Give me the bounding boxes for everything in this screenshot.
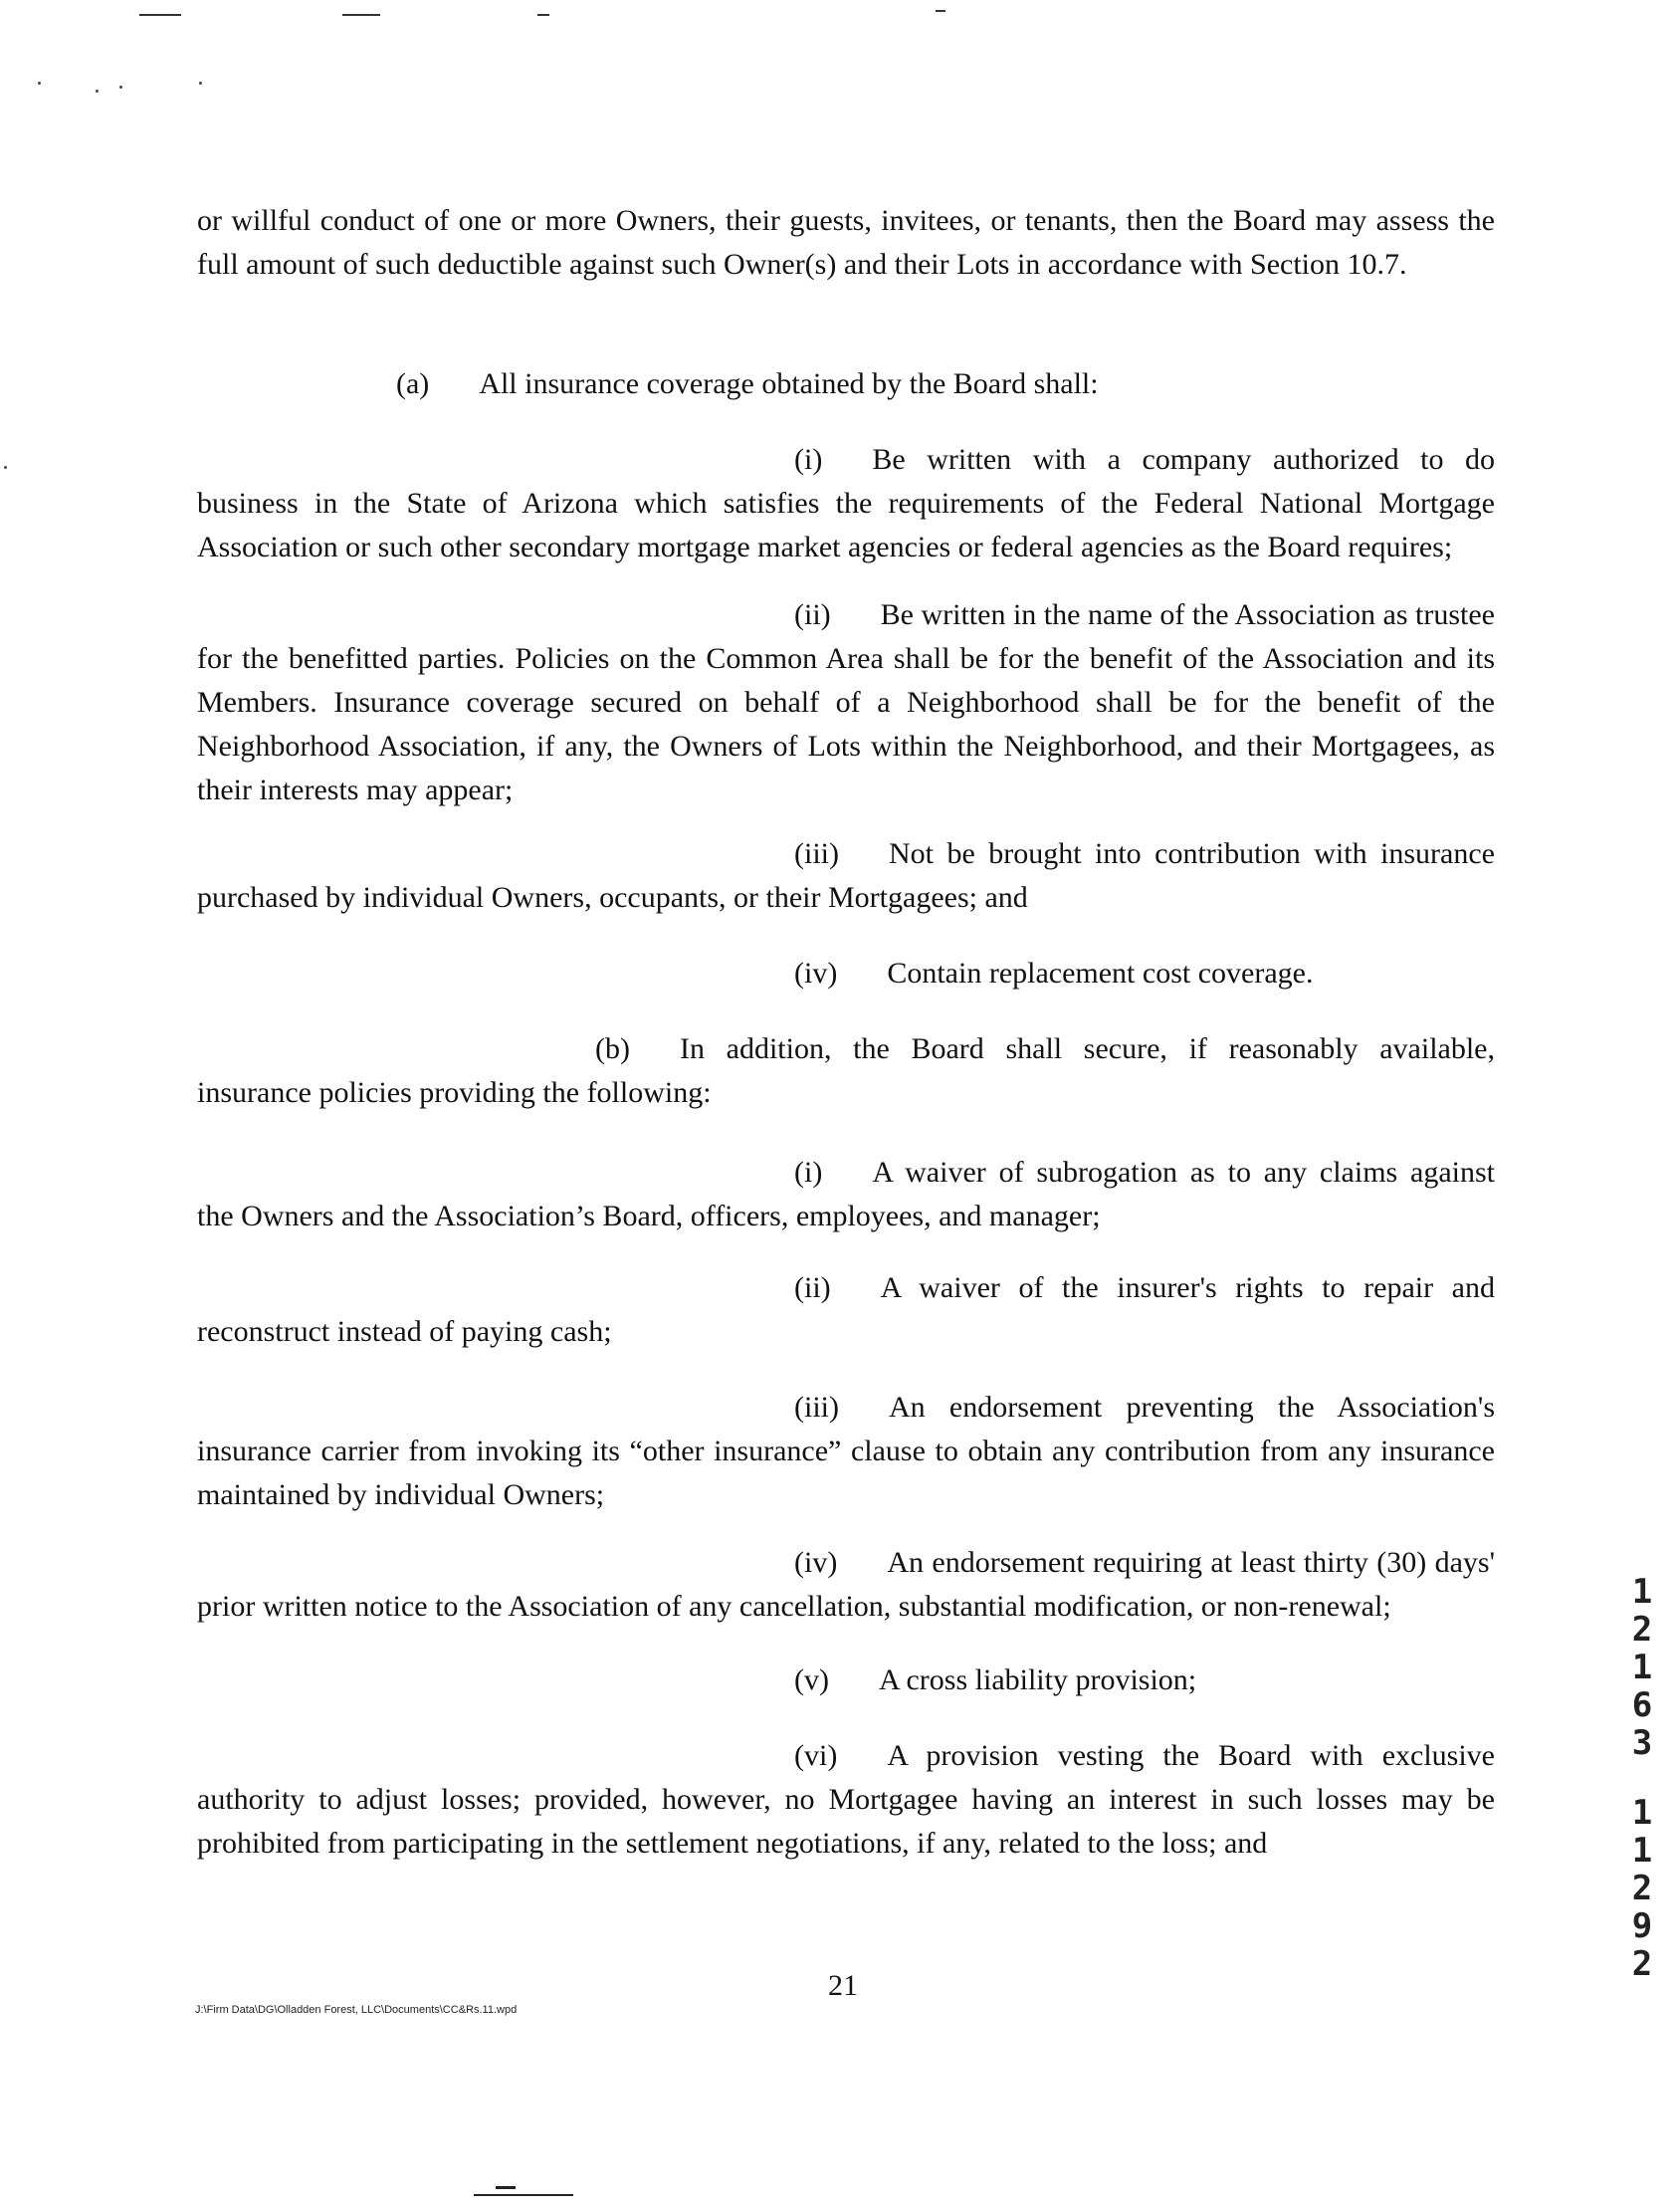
section-b-item-iii xyxy=(197,1386,1495,1517)
section-text: In addition, the Board shall secure, if reasonably available, insurance policies providing the following: xyxy=(197,1032,1495,1109)
item-label: (i) xyxy=(794,1156,823,1189)
item-text: Contain replacement cost coverage. xyxy=(887,957,1314,990)
item-label: (ii) xyxy=(794,598,831,631)
recording-number-stamp xyxy=(1622,1573,1662,1983)
item-text: A waiver of subrogation as to any claims against the Owners and the Association’s Board, officers, employees, and manager; xyxy=(197,1156,1495,1232)
item-label: (vi) xyxy=(794,1739,838,1772)
section-text: All insurance coverage obtained by the Board shall: xyxy=(479,367,1099,400)
page-number: 21 xyxy=(828,1969,858,2002)
scan-line xyxy=(496,2186,516,2189)
footer-file-path: J:\Firm Data\DG\Olladden Forest, LLC\Documents\CC&Rs.11.wpd xyxy=(195,2004,518,2016)
scan-speck xyxy=(199,82,202,85)
stamp-digit: 1 xyxy=(1631,1831,1653,1871)
section-b-item-i xyxy=(197,1151,1495,1238)
stamp-digit: 2 xyxy=(1631,1869,1653,1908)
item-text: A provision vesting the Board with exclusive authority to adjust losses; provided, however, no Mortgagee having an interest in such losses may be prohibited from participating in the settlement negotiations, if any, related to the loss; and xyxy=(197,1739,1495,1860)
stamp-digit: 6 xyxy=(1631,1685,1653,1725)
section-a-item-ii xyxy=(197,593,1495,812)
item-label: (ii) xyxy=(794,1271,831,1304)
scan-speck xyxy=(4,466,7,469)
scan-speck xyxy=(96,90,99,93)
section-a-item-iii xyxy=(197,832,1495,920)
item-label: (iv) xyxy=(794,1546,838,1579)
stamp-digit: 2 xyxy=(1631,1610,1653,1650)
item-label: (iv) xyxy=(794,957,838,990)
item-text: Be written with a company authorized to do business in the State of Arizona which satisfies the requirements of the Federal National Mortgage Association or such other secondary mortgage market agencies or federal agencies as the Board requires; xyxy=(197,443,1495,563)
section-a-heading xyxy=(197,362,1678,406)
item-label: (iii) xyxy=(794,1391,839,1424)
stamp-digit: 1 xyxy=(1631,1648,1653,1687)
stamp-digit: 3 xyxy=(1631,1723,1653,1763)
stamp-digit: 1 xyxy=(1631,1572,1653,1612)
section-b-item-vi xyxy=(197,1734,1495,1866)
item-label: (iii) xyxy=(794,837,839,870)
stamp-digit: 9 xyxy=(1631,1906,1653,1946)
scan-line xyxy=(936,10,945,12)
scan-line xyxy=(474,2194,573,2196)
paragraph-text: or willful conduct of one or more Owners, their guests, invitees, or tenants, then the Board may assess the full amount of such deductible against such Owner(s) and their Lots in accordance with Section 10.7. xyxy=(197,204,1495,281)
item-text: An endorsement preventing the Association's insurance carrier from invoking its “other insurance” clause to obtain any contribution from any insurance maintained by individual Owners; xyxy=(197,1391,1495,1511)
continuation-paragraph xyxy=(197,199,1495,287)
section-label: (b) xyxy=(595,1032,630,1065)
item-label: (i) xyxy=(794,443,823,476)
stamp-digit: 1 xyxy=(1631,1793,1653,1833)
scan-speck xyxy=(119,86,122,89)
scan-speck xyxy=(38,82,41,85)
stamp-digit: 2 xyxy=(1631,1944,1653,1984)
section-a-item-iv xyxy=(197,952,1495,995)
scan-line xyxy=(537,14,549,16)
section-b-item-v xyxy=(197,1659,1495,1702)
item-label: (v) xyxy=(794,1663,829,1696)
scan-line xyxy=(342,14,380,16)
item-text: An endorsement requiring at least thirty (30) days' prior written notice to the Association of any cancellation, substantial modification, or non-renewal; xyxy=(197,1546,1495,1623)
item-text: Be written in the name of the Association as trustee for the benefitted parties. Policies on the Common Area shall be for the benefit of the Association and its Members. Insurance coverage secured on behalf of a Neighborhood shall be for the benefit of the Neighborhood Association, if any, the Owners of Lots within the Neighborhood, and their Mortgagees, as their interests may appear; xyxy=(197,598,1495,806)
section-b-item-ii xyxy=(197,1266,1495,1354)
section-a-item-i xyxy=(197,438,1495,569)
section-b-item-iv xyxy=(197,1541,1495,1629)
item-text: A cross liability provision; xyxy=(878,1663,1197,1696)
section-label: (a) xyxy=(396,367,430,400)
item-text: Not be brought into contribution with insurance purchased by individual Owners, occupants, or their Mortgagees; and xyxy=(197,837,1495,914)
section-b-heading xyxy=(197,1027,1495,1115)
scan-line xyxy=(139,14,181,16)
item-text: A waiver of the insurer's rights to repair and reconstruct instead of paying cash; xyxy=(197,1271,1495,1348)
